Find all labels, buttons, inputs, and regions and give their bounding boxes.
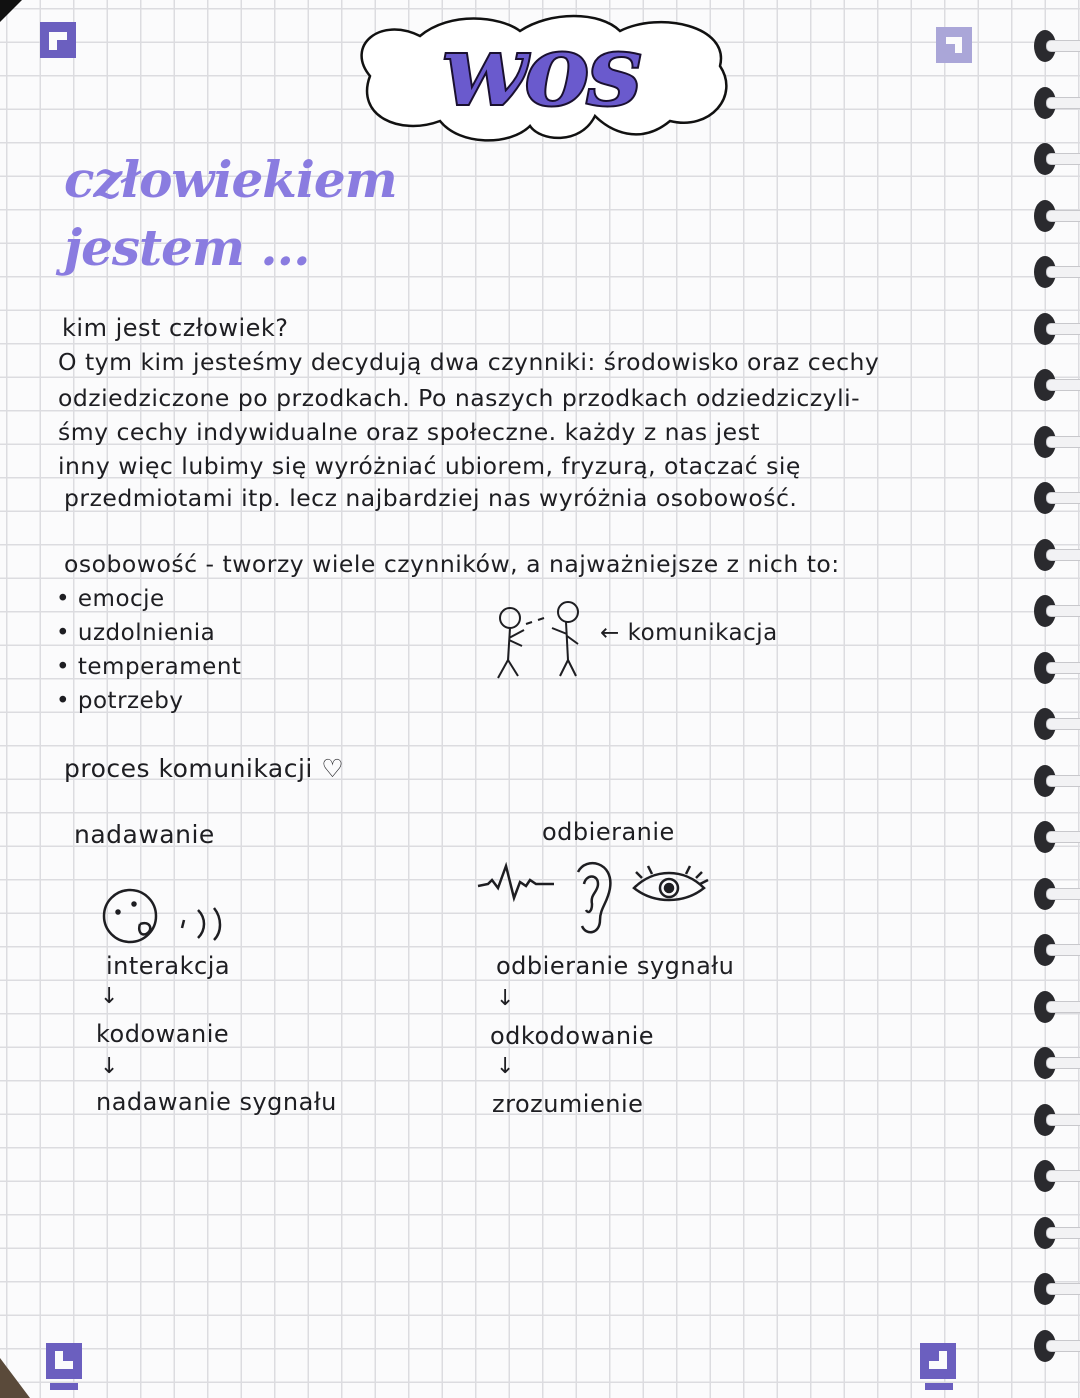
intro-line: przedmiotami itp. lecz najbardziej nas wyróżnia osobowość.	[64, 484, 798, 512]
spiral-ring-icon	[1028, 991, 1080, 1023]
heading-line-1: człowiekiem	[64, 150, 397, 209]
personality-item-label: uzdolnienia	[77, 620, 216, 646]
spiral-ring-icon	[1028, 595, 1080, 627]
receiving-step: odbieranie sygnału	[496, 952, 735, 980]
spiral-ring-icon	[1028, 256, 1080, 288]
photo-corner-shadow	[0, 0, 22, 22]
arrow-down-icon: ↓	[100, 1054, 119, 1079]
sending-step: kodowanie	[96, 1020, 230, 1048]
spiral-ring-icon	[1028, 313, 1080, 345]
spiral-ring-icon	[1028, 765, 1080, 797]
receiving-step: odkodowanie	[490, 1022, 655, 1050]
sending-step: nadawanie sygnału	[96, 1088, 337, 1116]
spiral-ring-icon	[1028, 200, 1080, 232]
sound-wave-icon	[478, 866, 554, 898]
receiving-title: odbieranie	[542, 818, 675, 846]
personality-item: • temperament	[56, 654, 242, 680]
subject-title: wos	[441, 11, 639, 129]
intro-question: kim jest człowiek?	[62, 314, 289, 342]
spiral-ring-icon	[1028, 1330, 1080, 1362]
spiral-ring-icon	[1028, 482, 1080, 514]
receiving-step: zrozumienie	[492, 1090, 644, 1118]
communication-label: ← komunikacja	[600, 620, 778, 646]
spiral-ring-icon	[1028, 1273, 1080, 1305]
spiral-ring-icon	[1028, 539, 1080, 571]
intro-line: O tym kim jesteśmy decydują dwa czynniki: środowisko oraz cechy	[58, 348, 880, 376]
spiral-ring-icon	[1028, 30, 1080, 62]
spiral-ring-icon	[1028, 87, 1080, 119]
personality-item: • potrzeby	[56, 688, 184, 714]
spiral-ring-icon	[1028, 652, 1080, 684]
receiving-icons	[474, 860, 714, 940]
speaking-face-icon	[100, 882, 250, 952]
spiral-ring-icon	[1028, 878, 1080, 910]
personality-item-label: potrzeby	[77, 688, 184, 714]
personality-item-label: emocje	[77, 586, 165, 612]
arrow-down-icon: ↓	[496, 1054, 515, 1079]
spiral-ring-icon	[1028, 369, 1080, 401]
sending-title: nadawanie	[74, 820, 215, 849]
intro-line: inny więc lubimy się wyróżniać ubiorem, fryzurą, otaczać się	[58, 452, 801, 480]
heading-line-2: jestem ...	[64, 218, 310, 277]
marker-underline	[50, 1383, 78, 1390]
spiral-ring-icon	[1028, 1104, 1080, 1136]
spiral-ring-icon	[1028, 426, 1080, 458]
corner-marker-icon	[936, 27, 972, 63]
corner-marker-icon	[920, 1343, 956, 1379]
personality-item-label: temperament	[77, 654, 242, 680]
spiral-ring-icon	[1028, 1160, 1080, 1192]
spiral-ring-icon	[1028, 143, 1080, 175]
arrow-down-icon: ↓	[496, 986, 515, 1011]
sending-step: interakcja	[106, 952, 231, 980]
marker-underline	[925, 1383, 953, 1390]
intro-line: odziedziczone po przodkach. Po naszych przodkach odziedziczyli-	[58, 384, 861, 412]
intro-line: śmy cechy indywidualne oraz społeczne. każdy z nas jest	[58, 418, 761, 446]
stick-figures-icon	[490, 600, 590, 680]
spiral-ring-icon	[1028, 934, 1080, 966]
corner-marker-icon	[40, 22, 76, 58]
spiral-ring-icon	[1028, 1217, 1080, 1249]
spiral-ring-icon	[1028, 1047, 1080, 1079]
process-title: proces komunikacji ♡	[64, 754, 345, 783]
photo-corner-shadow	[0, 1358, 30, 1398]
spiral-binding-icon	[1010, 0, 1080, 1398]
spiral-ring-icon	[1028, 821, 1080, 853]
subject-title-badge	[340, 6, 740, 146]
personality-lead: osobowość - tworzy wiele czynników, a najważniejsze z nich to:	[64, 550, 840, 578]
corner-marker-icon	[46, 1343, 82, 1379]
personality-item: • emocje	[56, 586, 165, 612]
ear-icon	[578, 863, 610, 932]
spiral-ring-icon	[1028, 708, 1080, 740]
personality-item: • uzdolnienia	[56, 620, 216, 646]
arrow-down-icon: ↓	[100, 984, 119, 1009]
eye-icon	[634, 866, 708, 900]
